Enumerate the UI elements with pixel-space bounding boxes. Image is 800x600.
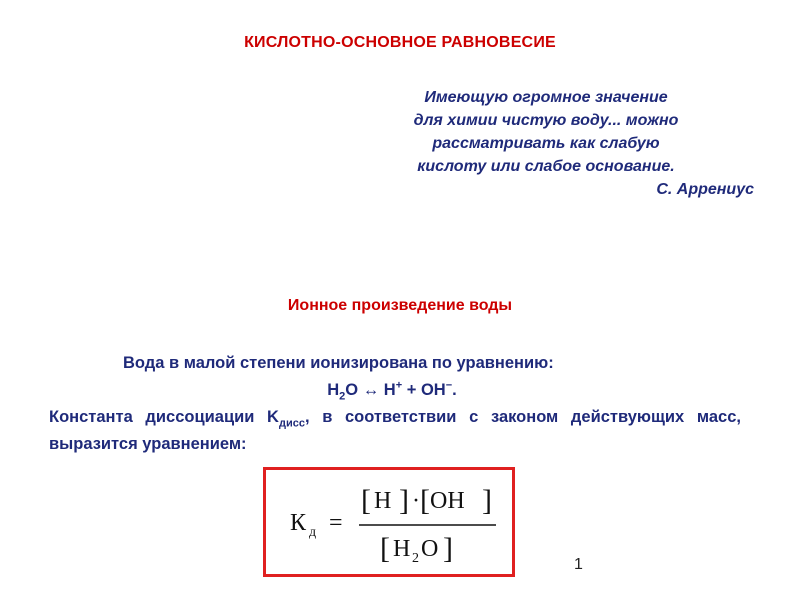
- slide-title: КИСЛОТНО-ОСНОВНОЕ РАВНОВЕСИЕ: [244, 34, 556, 51]
- formula-dot: ·: [412, 488, 420, 514]
- paragraph-text: , в соответствии с законом действующих масс, выразится уравнением:: [49, 408, 741, 453]
- ionization-equation: [43, 377, 741, 404]
- formula-den-h: H: [393, 536, 411, 562]
- eq-superscript: +: [395, 379, 403, 392]
- formula-num-h: H: [374, 488, 392, 514]
- paragraph-ionization: Вода в малой степени ионизирована по уравнению:: [123, 354, 554, 372]
- bracket-right: ]: [399, 484, 409, 517]
- section-heading: Ионное произведение воды: [287, 297, 513, 314]
- formula-num-oh: OH: [430, 488, 465, 514]
- epigraph-quote: [336, 86, 756, 201]
- bracket-left: [: [361, 484, 371, 517]
- dissociation-constant-formula: [263, 467, 515, 577]
- page-number: 1: [574, 556, 583, 573]
- epigraph-line: для химии чистую воду... можно: [413, 112, 679, 129]
- eq-text: + OH: [402, 381, 446, 399]
- formula-k-subscript: д: [309, 525, 317, 540]
- eq-text: H: [327, 381, 340, 399]
- epigraph-line: рассматривать как слабую: [432, 135, 660, 152]
- formula-den-subscript: 2: [412, 551, 419, 566]
- eq-text: .: [452, 381, 457, 399]
- constant-subscript: дисс: [278, 417, 305, 430]
- formula-k: К: [290, 510, 307, 536]
- bracket-right: ]: [482, 484, 492, 517]
- paragraph-constant: [49, 404, 741, 458]
- formula-den-o: O: [421, 536, 439, 562]
- body-text: [49, 350, 741, 458]
- eq-text: O ↔ H: [345, 381, 396, 399]
- epigraph-line: Имеющую огромное значение: [424, 89, 668, 106]
- bracket-left: [: [420, 484, 430, 517]
- formula-equals: =: [329, 510, 343, 536]
- eq-subscript: 2: [339, 390, 346, 403]
- formula-graphic: [266, 470, 512, 574]
- epigraph-line: кислоту или слабое основание.: [417, 158, 675, 175]
- paragraph-text: Константа диссоциации K: [49, 408, 279, 426]
- bracket-right: ]: [443, 532, 453, 565]
- bracket-left: [: [380, 532, 390, 565]
- epigraph-author: С. Аррениус: [656, 181, 754, 198]
- eq-superscript: −: [445, 379, 453, 392]
